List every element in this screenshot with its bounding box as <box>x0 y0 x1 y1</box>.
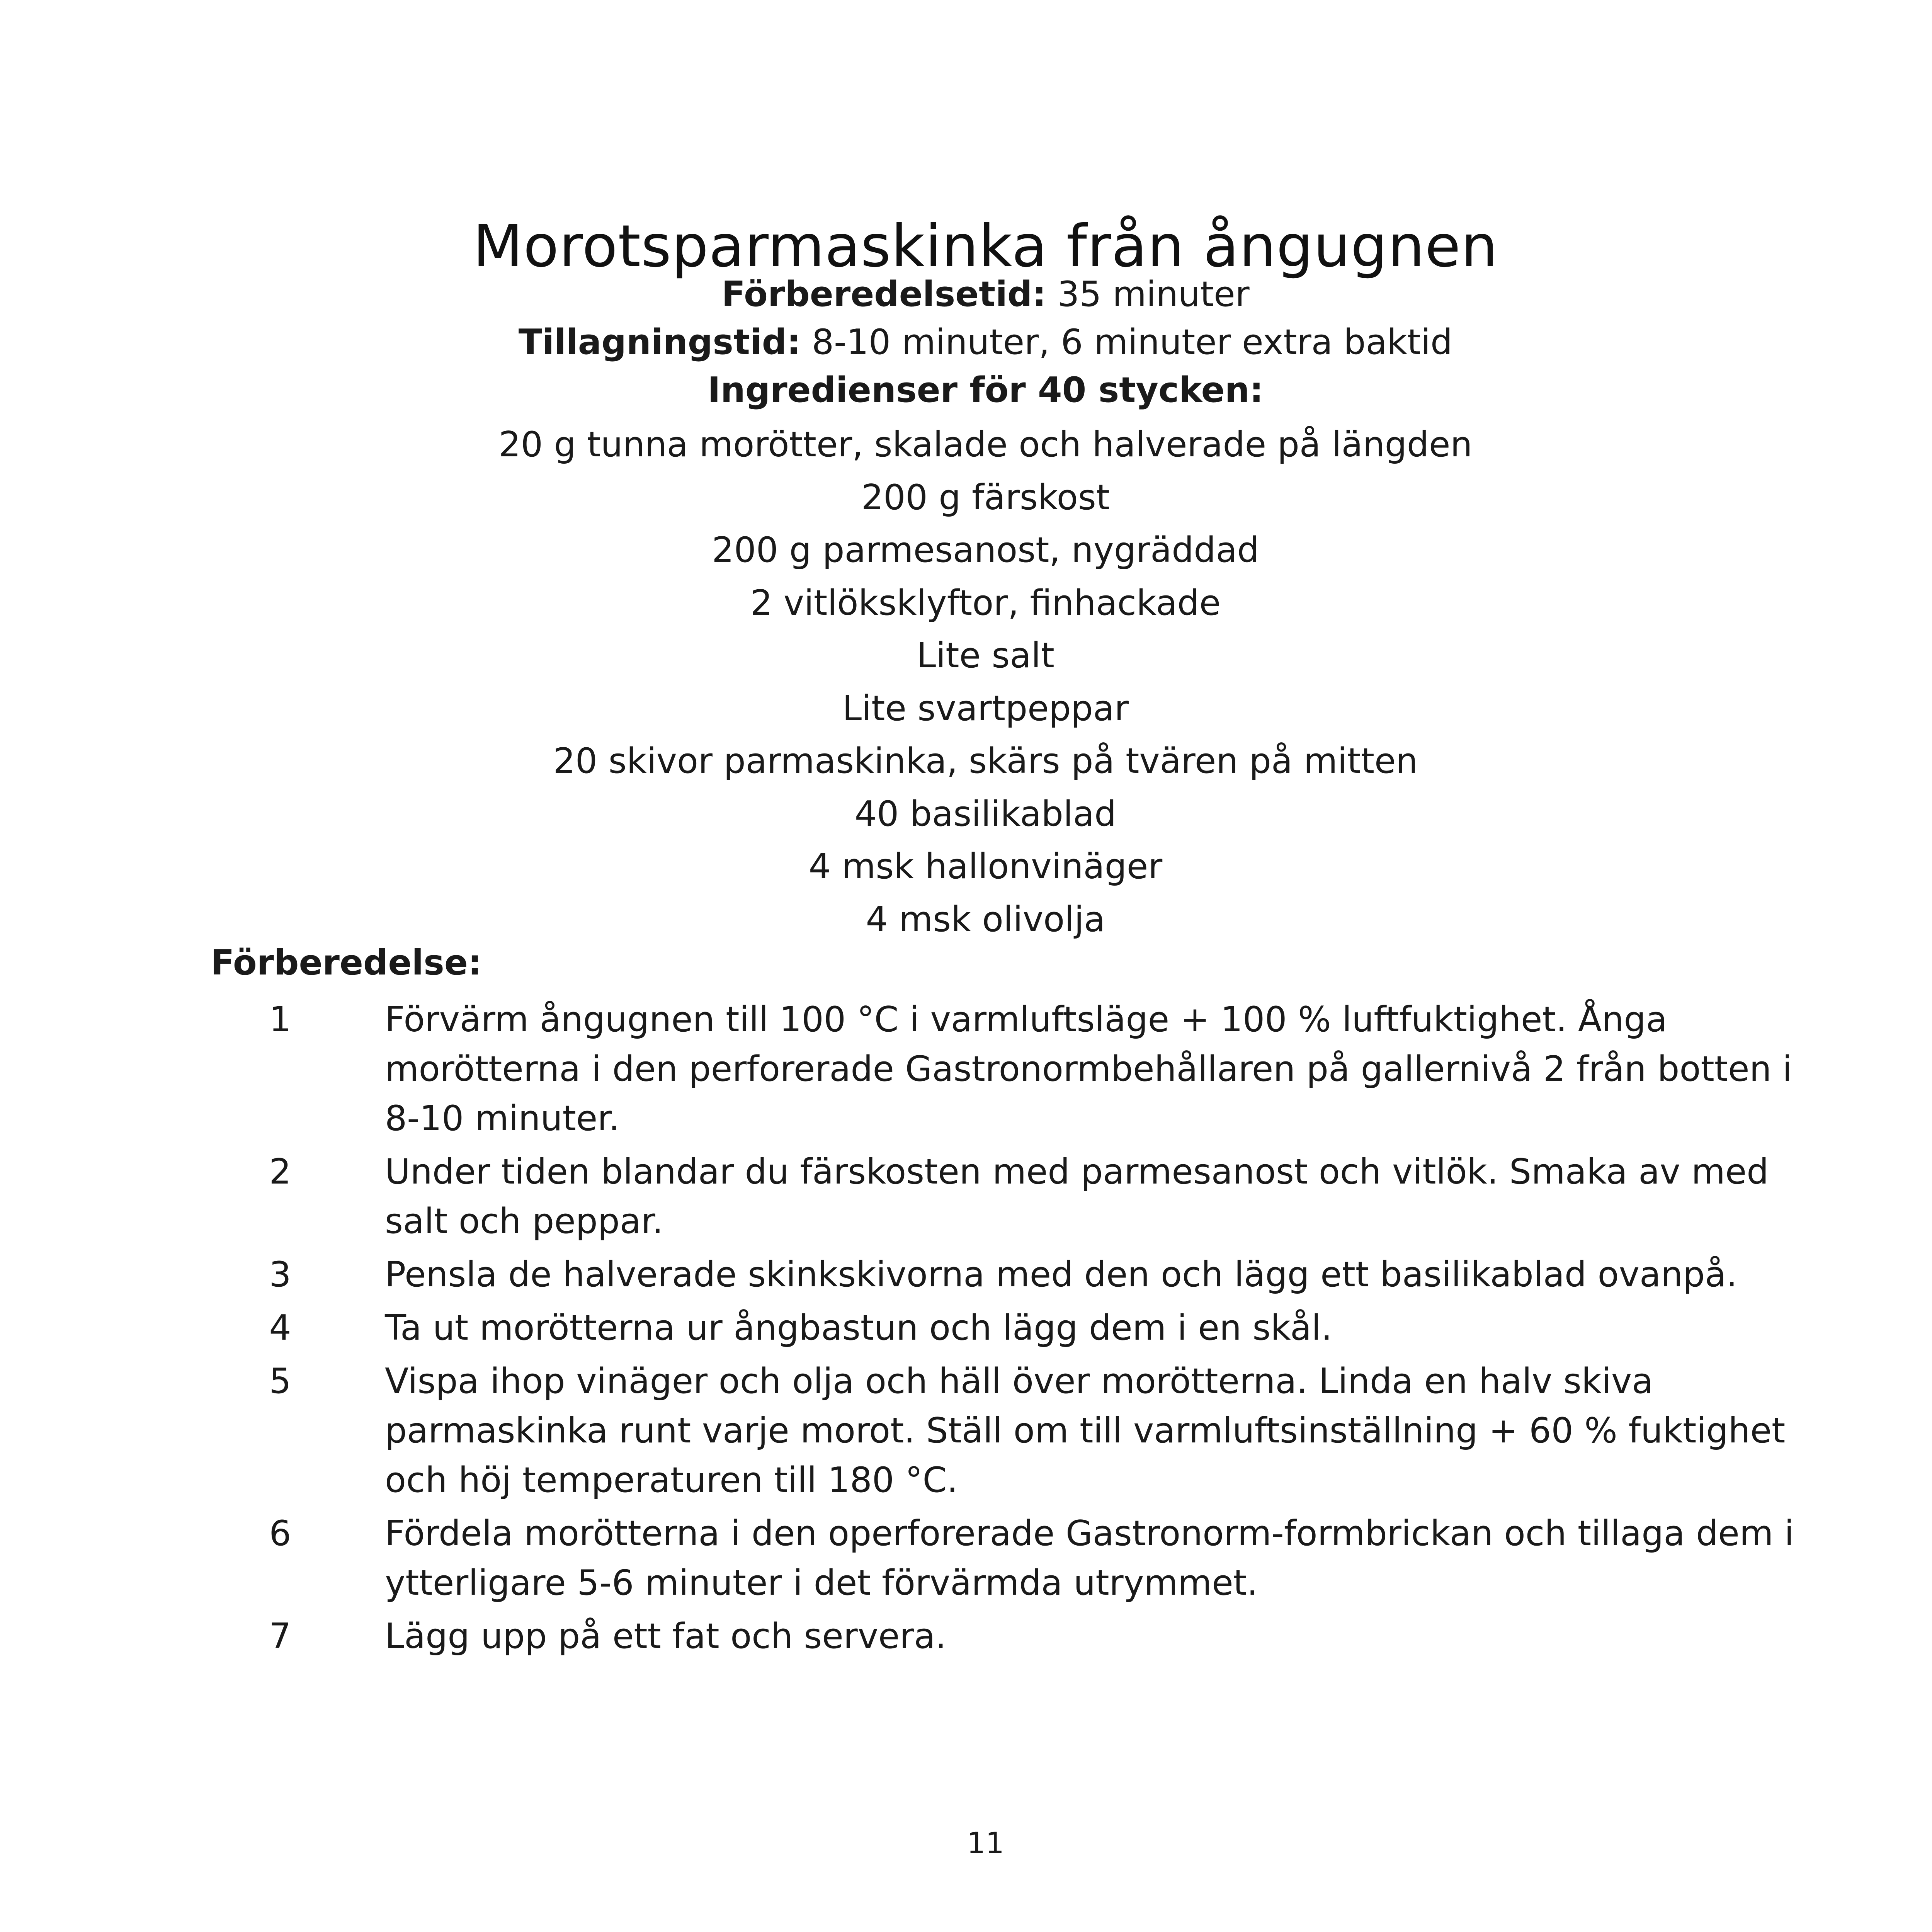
ingredients-heading-text: Ingredienser för 40 stycken: <box>707 370 1264 410</box>
step-number: 6 <box>269 1513 291 1554</box>
step-number: 4 <box>269 1308 291 1348</box>
step-item <box>0 1357 1932 1505</box>
step-text: Lägg upp på ett fat och servera. <box>385 1616 947 1656</box>
ingredient-item: 20 g tunna morötter, skalade och halverade på längden <box>498 424 1473 465</box>
recipe-meta <box>0 270 1932 414</box>
step-number: 3 <box>269 1254 291 1295</box>
step-item <box>0 1509 1932 1608</box>
step-number: 5 <box>269 1361 291 1401</box>
ingredient-item: Lite salt <box>917 635 1054 676</box>
ingredient-list <box>0 418 1932 946</box>
step-item <box>0 1303 1932 1353</box>
prep-time-label: Förberedelsetid: <box>721 274 1046 315</box>
ingredient-item: 4 msk olivolja <box>866 899 1105 940</box>
step-number: 1 <box>269 999 291 1040</box>
ingredient-item: 2 vitlöksklyftor, finhackade <box>750 582 1221 623</box>
cook-time-value: 8-10 minuter, 6 minuter extra baktid <box>801 322 1453 362</box>
page-number: 11 <box>967 1826 1004 1860</box>
step-text: Pensla de halverade skinkskivorna med den och lägg ett basilikablad ovanpå. <box>385 1254 1738 1295</box>
cook-time-label: Tillagningstid: <box>518 322 801 362</box>
step-text: Förvärm ångugnen till 100 °C i varmluftsläge + 100 % luftfuktighet. Ånga morötterna i den perforerade Gastronormbehållaren på gallernivå 2 från botten i 8-10 minuter. <box>385 999 1793 1139</box>
preparation-heading: Förberedelse: <box>211 942 482 983</box>
cook-time-row <box>0 318 1932 366</box>
step-item <box>0 1612 1932 1661</box>
step-item <box>0 1250 1932 1299</box>
ingredient-item: Lite svartpeppar <box>842 688 1129 729</box>
ingredients-heading <box>0 366 1932 414</box>
prep-time-row <box>0 270 1932 318</box>
ingredient-item: 200 g färskost <box>861 477 1110 518</box>
step-item <box>0 995 1932 1143</box>
ingredient-item: 200 g parmesanost, nygräddad <box>712 530 1259 570</box>
preparation-steps <box>0 995 1932 1665</box>
step-text: Ta ut morötterna ur ångbastun och lägg dem i en skål. <box>385 1308 1332 1348</box>
ingredient-item: 20 skivor parmaskinka, skärs på tvären på mitten <box>553 741 1418 781</box>
ingredient-item: 40 basilikablad <box>854 793 1117 834</box>
step-number: 7 <box>269 1616 291 1656</box>
step-text: Vispa ihop vinäger och olja och häll över morötterna. Linda en halv skiva parmaskinka runt varje morot. Ställ om till varmluftsinställning + 60 % fuktighet och höj temperaturen till 180 °C. <box>385 1361 1786 1500</box>
step-text: Fördela morötterna i den operforerade Gastronorm-formbrickan och tillaga dem i ytterligare 5-6 minuter i det förvärmda utrymmet. <box>385 1513 1794 1603</box>
step-item <box>0 1147 1932 1246</box>
step-text: Under tiden blandar du färskosten med parmesanost och vitlök. Smaka av med salt och peppar. <box>385 1151 1769 1242</box>
recipe-title: Morotsparmaskinka från ångugnen <box>473 213 1498 280</box>
step-number: 2 <box>269 1151 291 1192</box>
ingredient-item: 4 msk hallonvinäger <box>808 846 1163 887</box>
prep-time-value: 35 minuter <box>1046 274 1250 315</box>
